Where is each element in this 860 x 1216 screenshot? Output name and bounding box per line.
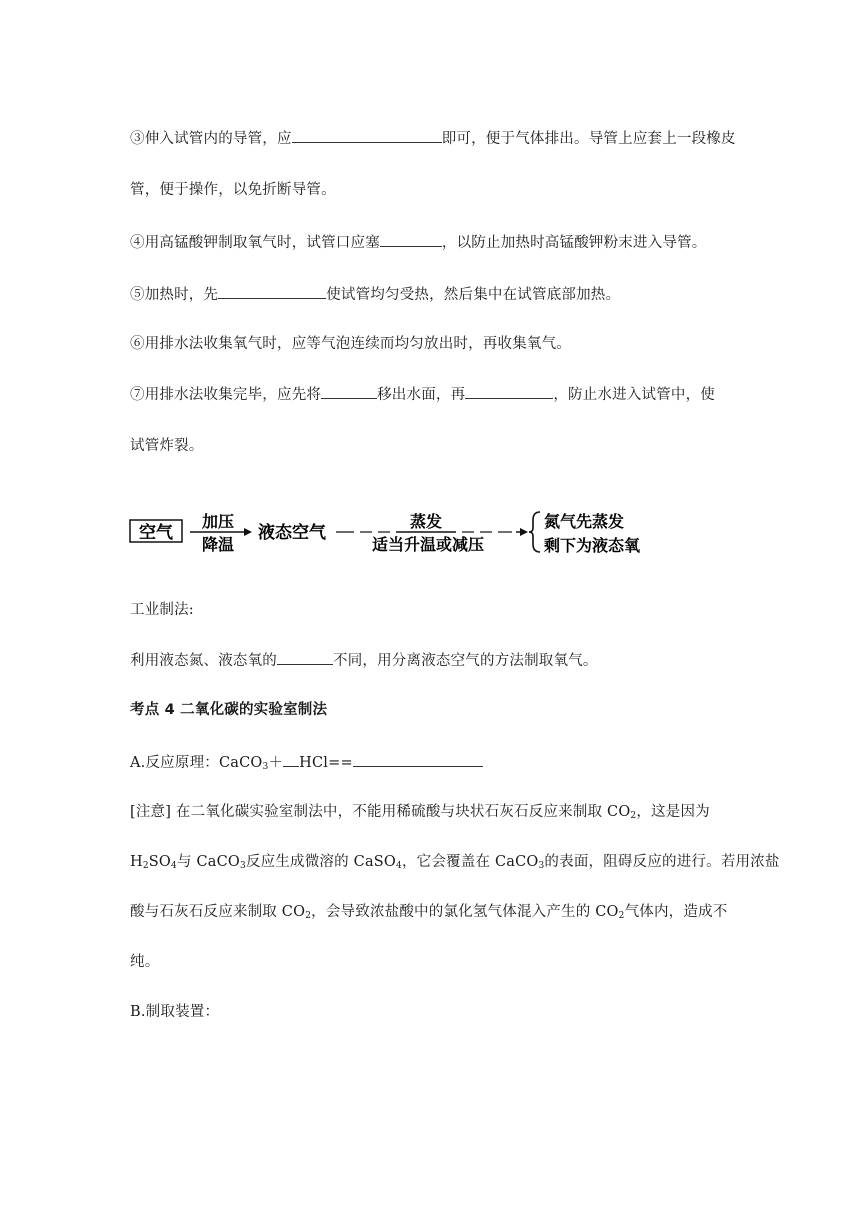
- item-4: ④用高锰酸钾制取氧气时，试管口应塞 ，以防止加热时高锰酸钾粉末进入导管。: [130, 232, 707, 253]
- blank[interactable]: [277, 650, 333, 665]
- arrow1-head: [244, 528, 252, 536]
- output-liquid-oxygen: 剩下为液态氧: [544, 536, 641, 555]
- blank[interactable]: [218, 284, 326, 299]
- blank[interactable]: [292, 128, 442, 143]
- industry-label: 工业制法:: [130, 602, 194, 618]
- item-7-line1: ⑦用排水法收集完毕，应先将 移出水面，再 ，防止水进入试管中，使: [130, 384, 715, 405]
- item-6: ⑥用排水法收集氧气时，应等气泡连续而均匀放出时，再收集氧气。: [130, 336, 571, 352]
- note-line2: $H_2SO_4$与 CaCO$_3$反应生成微溶的 CaSO$_4$，它会覆盖在 CaCO$_3$的表面，阻碍反应的进行。若用浓盐: [130, 854, 780, 871]
- arrow2-head: [520, 528, 528, 536]
- step2-bottom-label: 适当升温或减压: [371, 535, 485, 554]
- item-3-line1: ③伸入试管内的导管，应 即可，便于气体排出。导管上应套上一段橡皮: [130, 128, 736, 149]
- brace: [529, 512, 540, 552]
- step1-bottom-label: 降温: [201, 535, 235, 554]
- item-3-line2: 管，便于操作，以免折断导管。: [130, 182, 336, 198]
- note-line3: 酸与石灰石反应来制取 $CO_2$，会导致浓盐酸中的氯化氢气体混入产生的 $CO_2$气体内，造成不: [130, 904, 728, 921]
- note-line4: 纯。: [130, 954, 160, 970]
- blank[interactable]: [465, 384, 553, 399]
- industry-text: 利用液态氮、液态氧的 不同，用分离液态空气的方法制取氧气。: [130, 650, 598, 671]
- step1-top-label: 加压: [201, 512, 235, 531]
- blank[interactable]: [380, 232, 442, 247]
- step2-top-label: 蒸发: [409, 512, 443, 531]
- section-title: 考点 4 二氧化碳的实验室制法: [130, 702, 328, 718]
- item-5: ⑤加热时，先 使试管均匀受热，然后集中在试管底部加热。: [130, 284, 620, 305]
- liquid-air-label: 液态空气: [258, 523, 326, 543]
- air-separation-diagram: [128, 506, 688, 558]
- apparatus-label: B.制取装置：: [130, 1004, 220, 1020]
- blank[interactable]: [321, 384, 377, 399]
- reaction-line: A.反应原理：CaCO$_3$＋ HCl==: [130, 752, 483, 773]
- blank[interactable]: [283, 752, 299, 767]
- item-7-line2: 试管炸裂。: [130, 438, 204, 454]
- air-label: 空气: [139, 523, 173, 543]
- output-nitrogen: 氮气先蒸发: [544, 512, 625, 531]
- note-line1: [注意] 在二氧化碳实验室制法中，不能用稀硫酸与块状石灰石反应来制取 $CO_2$，这是因为: [130, 804, 710, 821]
- blank[interactable]: [353, 752, 483, 767]
